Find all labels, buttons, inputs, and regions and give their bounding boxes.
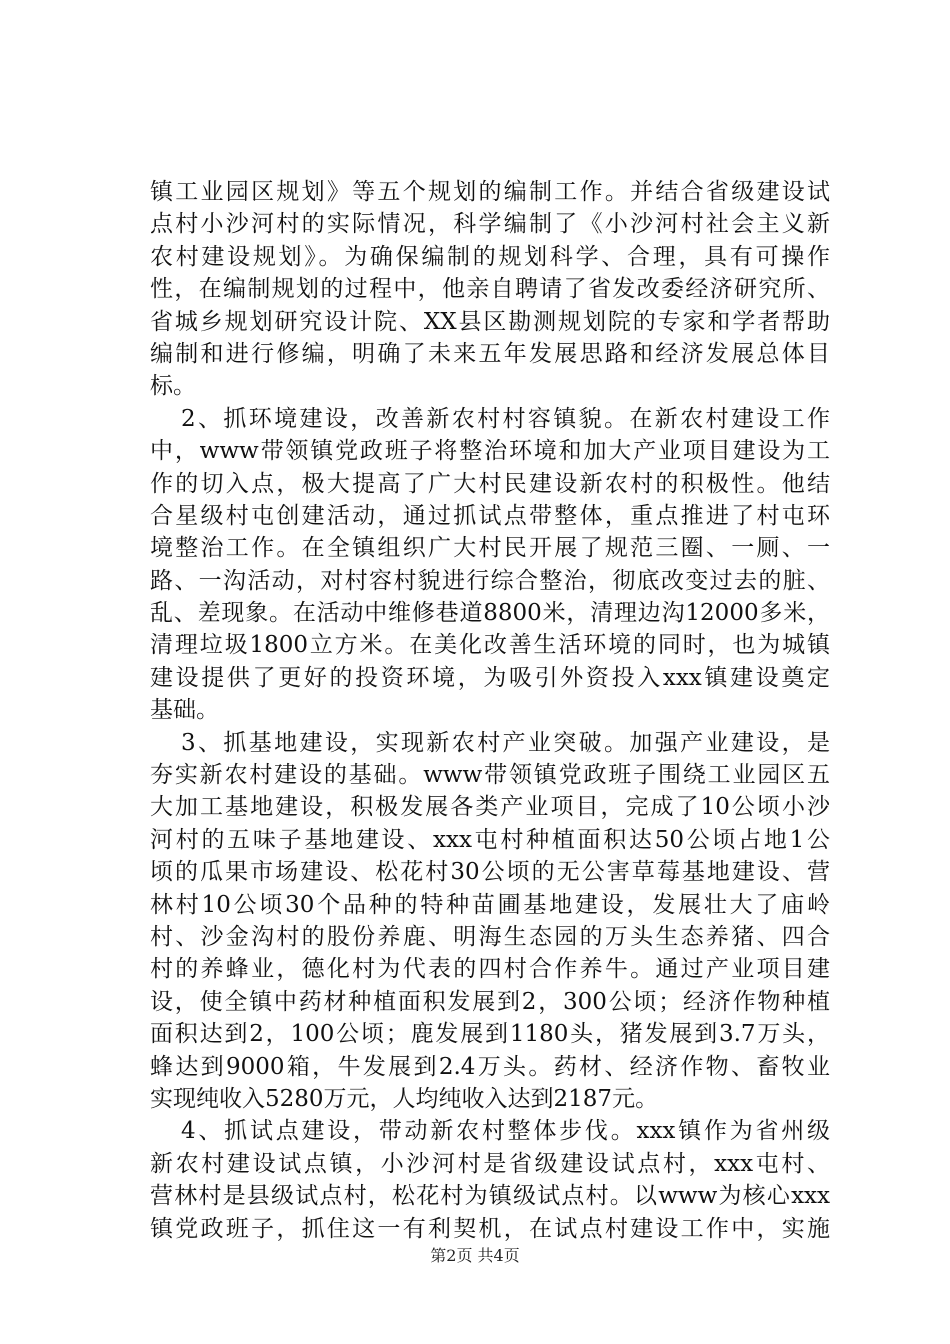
text-line: 夯实新农村建设的基础。www带领镇党政班子围绕工业园区五 (150, 762, 830, 789)
text-line: 建设提供了更好的投资环境，为吸引外资投入xxx镇建设奠定 (150, 664, 830, 691)
text-line: 新农村建设试点镇，小沙河村是省级建设试点村，xxx屯村、 (150, 1150, 830, 1177)
text-line: 林村10公顷30个品种的特种苗圃基地建设，发展壮大了庙岭 (150, 891, 830, 918)
text-line: 大加工基地建设，积极发展各类产业项目，完成了10公顷小沙 (150, 794, 830, 821)
text-line: 3、抓基地建设，实现新农村产业突破。加强产业建设，是 (181, 729, 830, 756)
text-line: 乱、差现象。在活动中维修巷道8800米，清理边沟12000多米， (150, 600, 830, 627)
text-line: 清理垃圾1800立方米。在美化改善生活环境的同时，也为城镇 (150, 632, 830, 659)
text-line: 村、沙金沟村的股份养鹿、明海生态园的万头生态养猪、四合 (150, 923, 830, 950)
page-footer: 第2页 共4页 (430, 1246, 520, 1265)
text-line: 镇党政班子，抓住这一有利契机，在试点村建设工作中，实施 (150, 1215, 830, 1242)
document-body (150, 176, 830, 1245)
text-line: 境整治工作。在全镇组织广大村民开展了规范三圈、一厕、一 (150, 535, 830, 562)
text-line: 性，在编制规划的过程中，他亲自聘请了省发改委经济研究所、 (150, 276, 830, 303)
text-line: 标。 (150, 373, 196, 400)
text-line: 省城乡规划研究设计院、XX县区勘测规划院的专家和学者帮助 (150, 308, 830, 335)
text-line: 营林村是县级试点村，松花村为镇级试点村。以www为核心xxx (150, 1183, 830, 1210)
text-line: 村的养蜂业，德化村为代表的四村合作养牛。通过产业项目建 (150, 956, 830, 983)
text-line: 顷的瓜果市场建设、松花村30公顷的无公害草莓基地建设、营 (150, 859, 830, 886)
text-line: 基础。 (150, 697, 219, 724)
text-line: 2、抓环境建设，改善新农村村容镇貌。在新农村建设工作 (181, 405, 830, 432)
text-line: 河村的五味子基地建设、xxx屯村种植面积达50公顷占地1公 (150, 826, 830, 853)
text-line: 蜂达到9000箱，牛发展到2.4万头。药材、经济作物、畜牧业 (150, 1053, 830, 1080)
text-line: 点村小沙河村的实际情况，科学编制了《小沙河村社会主义新 (150, 211, 830, 238)
text-line: 作的切入点，极大提高了广大村民建设新农村的积极性。他结 (150, 470, 830, 497)
text-line: 合星级村屯创建活动，通过抓试点带整体，重点推进了村屯环 (150, 502, 830, 529)
text-line: 镇工业园区规划》等五个规划的编制工作。并结合省级建设试 (150, 179, 830, 205)
text-line: 中，www带领镇党政班子将整治环境和加大产业项目建设为工 (150, 438, 830, 465)
text-line: 面积达到2，100公顷；鹿发展到1180头，猪发展到3.7万头， (150, 1021, 830, 1048)
text-line: 农村建设规划》。为确保编制的规划科学、合理，具有可操作 (150, 243, 830, 270)
text-line: 路、一沟活动，对村容村貌进行综合整治，彻底改变过去的脏、 (150, 567, 830, 594)
text-line: 实现纯收入5280万元，人均纯收入达到2187元。 (150, 1085, 659, 1112)
text-line: 设，使全镇中药材种植面积发展到2，300公顷；经济作物种植 (150, 988, 830, 1015)
text-line: 4、抓试点建设，带动新农村整体步伐。xxx镇作为省州级 (181, 1118, 830, 1145)
text-line: 编制和进行修编，明确了未来五年发展思路和经济发展总体目 (150, 340, 830, 367)
